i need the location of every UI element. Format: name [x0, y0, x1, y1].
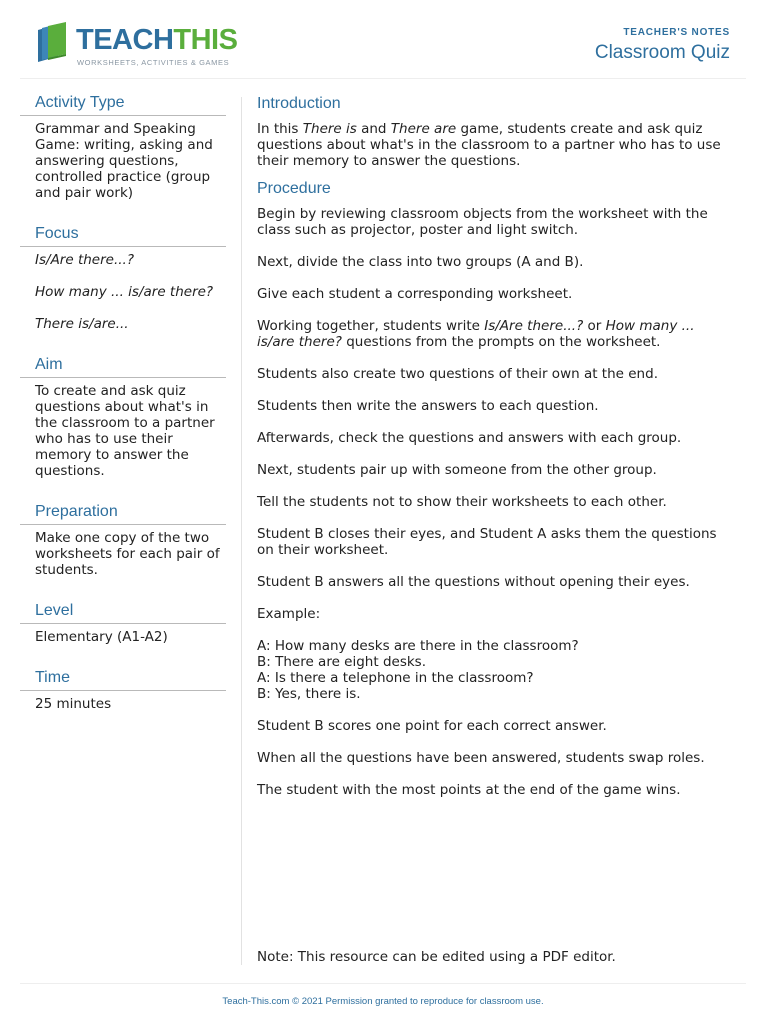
example-line: B: Yes, there is. — [257, 686, 361, 702]
activity-type-section — [20, 94, 226, 201]
book-logo-icon — [36, 22, 74, 66]
procedure-step: Student B answers all the questions without opening their eyes. — [257, 574, 690, 590]
procedure-step: Student B scores one point for each correct answer. — [257, 718, 607, 734]
page-header — [20, 0, 746, 79]
page-footer — [20, 983, 746, 1007]
procedure-heading: Procedure — [257, 180, 331, 197]
focus-item: There is/are... — [35, 316, 129, 332]
procedure-step: When all the questions have been answered, students swap roles. — [257, 750, 705, 766]
procedure-step: The student with the most points at the end of the game wins. — [257, 782, 681, 798]
copyright-text: Teach-This.com © 2021 Permission granted to reproduce for classroom use. — [222, 996, 544, 1007]
example-line: A: Is there a telephone in the classroom? — [257, 670, 534, 686]
preparation-text: Make one copy of the two worksheets for each pair of students. — [35, 530, 220, 578]
procedure-step: Next, divide the class into two groups (A and B). — [257, 254, 584, 270]
activity-type-text: Grammar and Speaking Game: writing, asking and answering questions, controlled practice (group and pair work) — [35, 121, 213, 201]
procedure-step: Give each student a corresponding worksheet. — [257, 286, 573, 302]
time-section — [20, 669, 226, 712]
focus-section — [20, 225, 226, 332]
procedure-step: Afterwards, check the questions and answers with each group. — [257, 430, 682, 446]
preparation-heading: Preparation — [20, 503, 226, 525]
aim-text: To create and ask quiz questions about what's in the classroom to a partner who has to use their memory to answer the questions. — [35, 383, 215, 479]
example-line: B: There are eight desks. — [257, 654, 427, 670]
main-content — [257, 94, 725, 814]
column-divider — [241, 97, 242, 965]
focus-heading: Focus — [20, 225, 226, 247]
procedure-step: Students then write the answers to each question. — [257, 398, 599, 414]
example-line: A: How many desks are there in the classroom? — [257, 638, 579, 654]
procedure-step: Begin by reviewing classroom objects from the worksheet with the class such as projector, poster and light switch. — [257, 206, 708, 238]
teachers-notes-label: TEACHER'S NOTES — [623, 27, 730, 38]
logo-tagline: WORKSHEETS, ACTIVITIES & GAMES — [77, 58, 230, 67]
level-heading: Level — [20, 602, 226, 624]
focus-item: How many ... is/are there? — [35, 284, 214, 300]
introduction-heading: Introduction — [257, 95, 341, 112]
page-title: Classroom Quiz — [594, 42, 730, 63]
header-titles — [595, 27, 730, 64]
focus-item: Is/Are there...? — [35, 252, 134, 268]
example-dialogue — [257, 638, 725, 702]
logo-wordmark — [76, 24, 237, 57]
pdf-editor-note: Note: This resource can be edited using a PDF editor. — [257, 949, 616, 965]
level-section — [20, 602, 226, 645]
procedure-step: Student B closes their eyes, and Student A asks them the questions on their worksheet. — [257, 526, 717, 558]
procedure-body — [257, 206, 725, 798]
teach-this-logo — [36, 22, 236, 70]
aim-heading: Aim — [20, 356, 226, 378]
preparation-section — [20, 503, 226, 578]
time-text: 25 minutes — [35, 696, 112, 712]
example-label: Example: — [257, 606, 321, 622]
logo-word-teach: TEACH — [76, 24, 174, 56]
time-heading: Time — [20, 669, 226, 691]
sidebar — [20, 94, 226, 736]
procedure-step: Working together, students write Is/Are there...? or How many ... is/are there? questions from the prompts on the worksheet. — [257, 318, 695, 350]
level-text: Elementary (A1-A2) — [35, 629, 168, 645]
aim-section — [20, 356, 226, 479]
introduction-text: In this There is and There are game, students create and ask quiz questions about what's in the classroom to a partner who has to use their memory to answer the questions. — [257, 121, 721, 169]
logo-word-this: THIS — [173, 24, 238, 56]
activity-type-heading: Activity Type — [20, 94, 226, 116]
introduction-body — [257, 121, 725, 169]
procedure-step: Next, students pair up with someone from the other group. — [257, 462, 657, 478]
procedure-step: Tell the students not to show their worksheets to each other. — [257, 494, 667, 510]
procedure-step: Students also create two questions of their own at the end. — [257, 366, 658, 382]
